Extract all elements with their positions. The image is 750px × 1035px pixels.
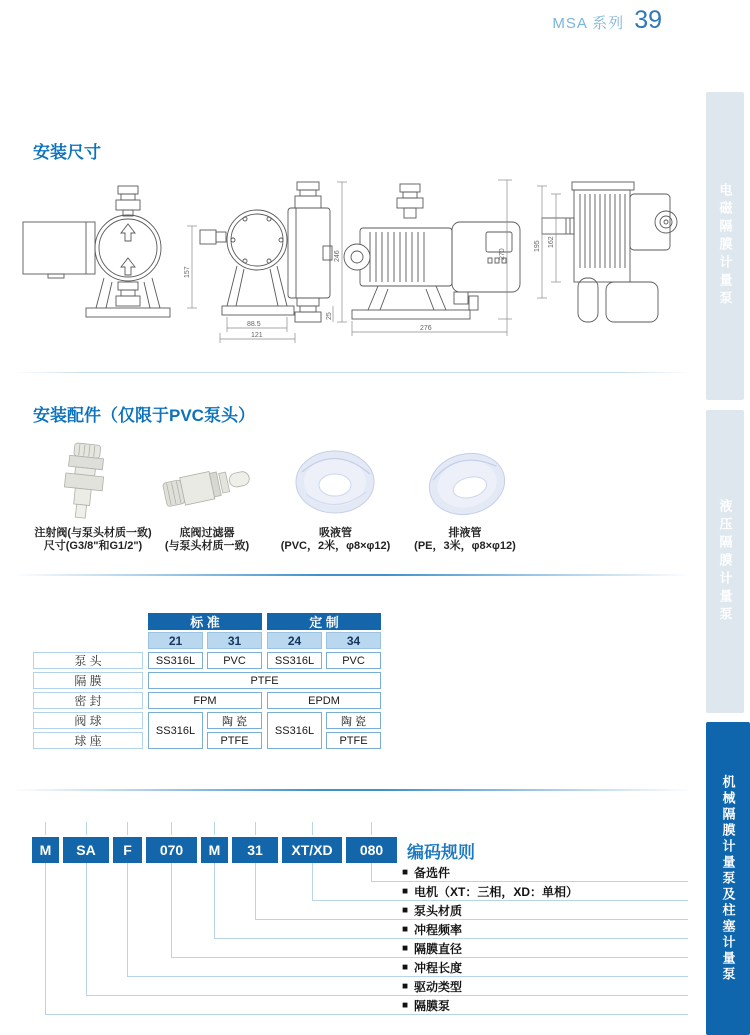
dimension-label: 195 (534, 240, 541, 252)
pump-drawing-rear-view (542, 182, 677, 322)
dimension-label: 276 (420, 325, 432, 332)
materials-table (33, 610, 383, 752)
pump-drawing-top-view (23, 186, 170, 317)
square-bullet-icon: ■ (402, 885, 409, 897)
square-bullet-icon: ■ (402, 904, 409, 916)
accessory-name: 底阀过滤器 (179, 527, 235, 539)
connector-line (312, 900, 688, 901)
table-cell: PTFE (148, 672, 381, 689)
accessory-name: 排液管 (448, 527, 482, 539)
sidebar-tab-label: 液压隔膜计量泵 (717, 498, 733, 625)
pump-technical-drawings (20, 170, 695, 365)
table-cell: SS316L (148, 712, 203, 749)
code-block: M (201, 837, 228, 863)
table-cell: EPDM (267, 692, 381, 709)
square-bullet-icon: ■ (402, 980, 409, 992)
pump-drawing-front-view (344, 184, 520, 319)
table-cell: SS316L (148, 652, 203, 669)
connector-line (86, 995, 688, 996)
tick-line (171, 822, 172, 835)
code-legend-item (402, 921, 462, 937)
dimensions-section-title: 安装尺寸 (33, 143, 101, 162)
table-cell: FPM (148, 692, 262, 709)
connector-line (171, 863, 172, 957)
code-legend-item (402, 959, 462, 975)
accessory-spec: (PE，3米，φ8×φ12) (414, 540, 516, 552)
code-legend-item (402, 902, 462, 918)
connector-line (86, 863, 87, 995)
accessory-spec: (PVC，2米，φ8×φ12) (280, 540, 391, 552)
pump-drawing-side-view (200, 182, 332, 322)
discharge-tube-image (420, 444, 515, 524)
foot-valve-filter-image (158, 450, 258, 522)
connector-line (255, 863, 256, 919)
sidebar-tab-solenoid-pump (706, 92, 744, 400)
col-header: 24 (267, 632, 322, 649)
series-label: MSA 系列 (552, 15, 625, 32)
group-header-standard: 标 准 (148, 613, 262, 630)
row-label: 泵 头 (33, 652, 143, 669)
accessory-spec: 尺寸(G3/8"和G1/2") (43, 540, 143, 552)
code-block: 31 (232, 837, 278, 863)
sidebar-tab-label: 电磁隔膜计量泵 (717, 183, 733, 309)
row-label: 阀 球 (33, 712, 143, 729)
code-legend-label: 隔膜直径 (414, 941, 463, 956)
code-block: M (32, 837, 59, 863)
sidebar-tab-mechanical-pump (706, 722, 750, 1035)
group-header-custom: 定 制 (267, 613, 381, 630)
tick-line (86, 822, 87, 835)
divider-line (15, 372, 690, 373)
table-cell: PTFE (207, 732, 262, 749)
connector-line (45, 863, 46, 1014)
dimension-label: 88.5 (247, 321, 261, 328)
code-legend-item (402, 883, 578, 899)
code-legend-item (402, 864, 450, 880)
code-legend-label: 电机（XT：三相，XD：单相） (414, 884, 579, 899)
accessory-caption (148, 527, 266, 553)
tick-line (255, 822, 256, 835)
col-header: 21 (148, 632, 203, 649)
tick-line (127, 822, 128, 835)
table-cell: PTFE (326, 732, 381, 749)
connector-line (371, 863, 372, 881)
injection-valve-image (45, 442, 125, 524)
page-number: 39 (634, 6, 662, 34)
row-label: 隔 膜 (33, 672, 143, 689)
accessory-spec: (与泵头材质一致) (164, 540, 250, 552)
square-bullet-icon: ■ (402, 923, 409, 935)
suction-tube-image (288, 442, 383, 524)
tick-line (371, 822, 372, 835)
tick-line (45, 822, 46, 835)
dimension-label: 25 (326, 312, 333, 320)
dimension-label: 162 (548, 236, 555, 248)
square-bullet-icon: ■ (402, 999, 409, 1011)
row-label: 球 座 (33, 732, 143, 749)
table-cell: SS316L (267, 652, 322, 669)
code-legend-item (402, 997, 450, 1013)
code-legend-label: 冲程频率 (414, 922, 463, 937)
dimension-label: 157 (184, 266, 191, 278)
sidebar-tab-label: 机械隔膜计量泵及柱塞计量泵 (720, 774, 736, 983)
accessory-name: 注射阀(与泵头材质一致) (34, 527, 152, 539)
code-block: 080 (346, 837, 397, 863)
table-cell: PVC (326, 652, 381, 669)
square-bullet-icon: ■ (402, 866, 409, 878)
connector-line (214, 863, 215, 938)
connector-line (45, 1014, 688, 1015)
connector-line (127, 976, 688, 977)
sidebar-tab-hydraulic-pump (706, 410, 744, 713)
code-legend-label: 备选件 (414, 865, 451, 880)
dimension-label: 270 (499, 248, 506, 260)
code-block: XT/XD (282, 837, 342, 863)
tick-line (312, 822, 313, 835)
row-label: 密 封 (33, 692, 143, 709)
code-block: F (113, 837, 142, 863)
col-header: 34 (326, 632, 381, 649)
code-legend-item (402, 940, 462, 956)
code-legend-item (402, 978, 462, 994)
dimension-label: 121 (251, 332, 263, 339)
code-block: SA (63, 837, 109, 863)
accessory-caption (268, 527, 403, 553)
tick-line (214, 822, 215, 835)
code-block: 070 (146, 837, 197, 863)
code-legend-label: 隔膜泵 (414, 998, 451, 1013)
code-legend-label: 泵头材质 (414, 903, 463, 918)
coding-rules-title: 编码规则 (407, 843, 475, 862)
code-legend-label: 驱动类型 (414, 979, 463, 994)
square-bullet-icon: ■ (402, 961, 409, 973)
col-header: 31 (207, 632, 262, 649)
divider-line (12, 789, 692, 791)
divider-line (12, 574, 692, 576)
table-cell: 陶 瓷 (207, 712, 262, 729)
table-cell: 陶 瓷 (326, 712, 381, 729)
table-cell: SS316L (267, 712, 322, 749)
accessory-name: 吸液管 (319, 527, 352, 539)
dimension-label: 246 (334, 250, 341, 262)
connector-line (312, 863, 313, 900)
code-legend-label: 冲程长度 (414, 960, 463, 975)
table-cell: PVC (207, 652, 262, 669)
accessory-caption (400, 527, 530, 553)
accessories-section-title: 安装配件（仅限于PVC泵头） (33, 406, 255, 425)
connector-line (255, 919, 688, 920)
page-header (0, 6, 662, 35)
connector-line (127, 863, 128, 976)
square-bullet-icon: ■ (402, 942, 409, 954)
